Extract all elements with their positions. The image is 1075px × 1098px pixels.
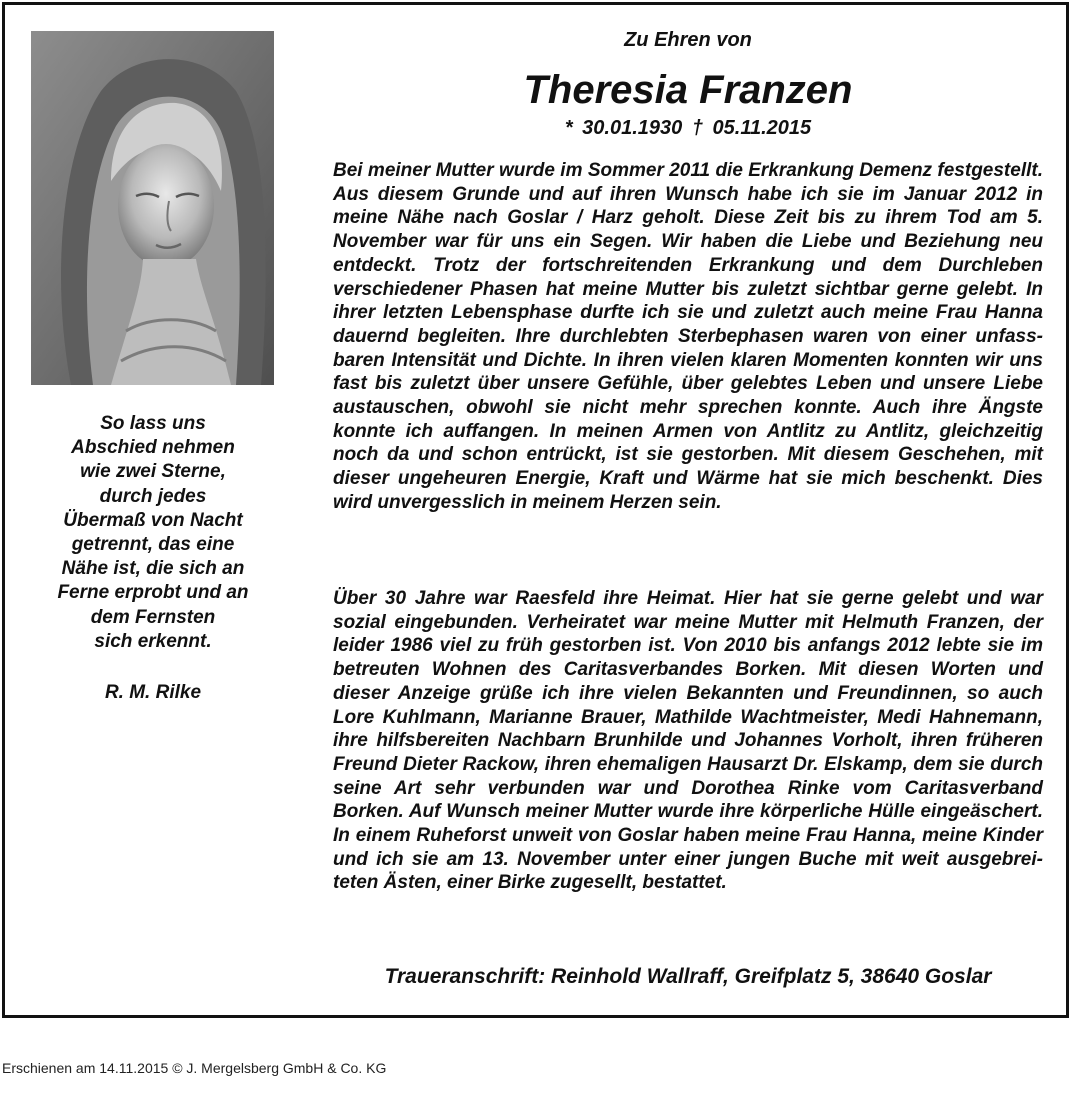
- poem-line: Übermaß von Nacht: [63, 509, 243, 531]
- mourning-address: Traueranschrift: Reinhold Wallraff, Greifplatz 5, 38640 Goslar: [384, 965, 992, 988]
- poem-line: sich erkennt.: [94, 630, 212, 652]
- intro-text: Zu Ehren von: [624, 29, 752, 51]
- publication-footer: Erschienen am 14.11.2015 © J. Mergelsberg GmbH & Co. KG: [2, 1060, 387, 1076]
- poem-line: Abschied nehmen: [71, 437, 235, 459]
- madonna-portrait-icon: [31, 31, 274, 385]
- poem-line: Ferne erprobt und an: [57, 582, 249, 604]
- body-paragraph-2: Über 30 Jahre war Raesfeld ihre Heimat. Hier hat sie gerne gelebt und war sozial eingebunden. Verheiratet war meine Mutter mit Helmuth Franzen, der leider 1986 viel zu früh gestorben ist. Von 2010 bis anfangs 2012 lebte sie im betreuten Wohnen des Caritasverbandes Borken. Mit diesen Worten und dieser Anzeige grüße ich ihre vielen Bekannten und Freundinnen, so auch Lore Kuhlmann, Marianne Brauer, Mathilde Wachtmeister, Medi Hahnemann, ihre hilfsbereiten Nachbarn Brunhilde und Johannes Vorholt, ihren früheren Freund Dieter Rackow, ihren ehemaligen Hausarzt Dr. Elskamp, dem sie durch seine Art sehr verbunden war und Dorothea Rinke vom Caritasverband Borken. Auf Wunsch meiner Mutter wurde ihre körperliche Hülle eingeäschert. In einem Ruheforst unweit von Goslar haben meine Frau Hanna, meine Kinder und ich sie am 13. November unter einer jungen Buche mit weit ausgebreiteten Ästen, einer Birke zugesellt, bestattet.: [333, 588, 1043, 894]
- poem-line: wie zwei Sterne,: [80, 461, 226, 483]
- poem-line: Nähe ist, die sich an: [61, 558, 245, 580]
- deceased-name: Theresia Franzen: [523, 68, 853, 112]
- poem-line: getrennt, das eine: [71, 534, 235, 556]
- life-dates: * 30.01.1930 † 05.11.2015: [564, 117, 812, 139]
- poem: [28, 412, 278, 654]
- poem-line: dem Fernsten: [90, 606, 216, 628]
- poem-line: durch jedes: [99, 485, 207, 507]
- poem-author: R. M. Rilke: [104, 682, 202, 703]
- poem-line: So lass uns: [100, 413, 206, 434]
- body-paragraph-1: Bei meiner Mutter wurde im Sommer 2011 die Erkrankung Demenz festgestellt. Aus diesem Grunde und auf ihren Wunsch habe ich sie im Januar 2012 in meine Nähe nach Goslar / Harz geholt. Diese Zeit bis zu ihrem Tod am 5. November war für uns ein Segen. Wir haben die Liebe und Beziehung neu entdeckt. Trotz der fortschreitenden Erkrankung und dem Durchleben verschiedener Phasen hat meine Mutter bis zuletzt sichtbar gerne gelebt. In ihrer letzten Lebensphase durfte ich sie und zuletzt auch meine Frau Hanna dauernd begleiten. Ihre durchlebten Sterbephasen waren von einer unfassbaren Intensität und Dichte. In ihren vielen klaren Momenten konnten wir uns fast bis zuletzt über unsere Gefühle, über gelebtes Leben und unsere Liebe austauschen, obwohl sie nicht mehr sprechen konnte. Auch ihre Ängste konnte ich auffangen. In meinen Armen von Antlitz zu Antlitz, gleichzeitig noch da und schon entrückt, ist sie gestorben. Mit diesem Geschehen, mit dieser ungeheuren Energie, Kraft und Wärme hat sie mich beschenkt. Dies wird unvergesslich in meinem Herzen sein.: [333, 160, 1043, 513]
- portrait-illustration: [31, 31, 274, 385]
